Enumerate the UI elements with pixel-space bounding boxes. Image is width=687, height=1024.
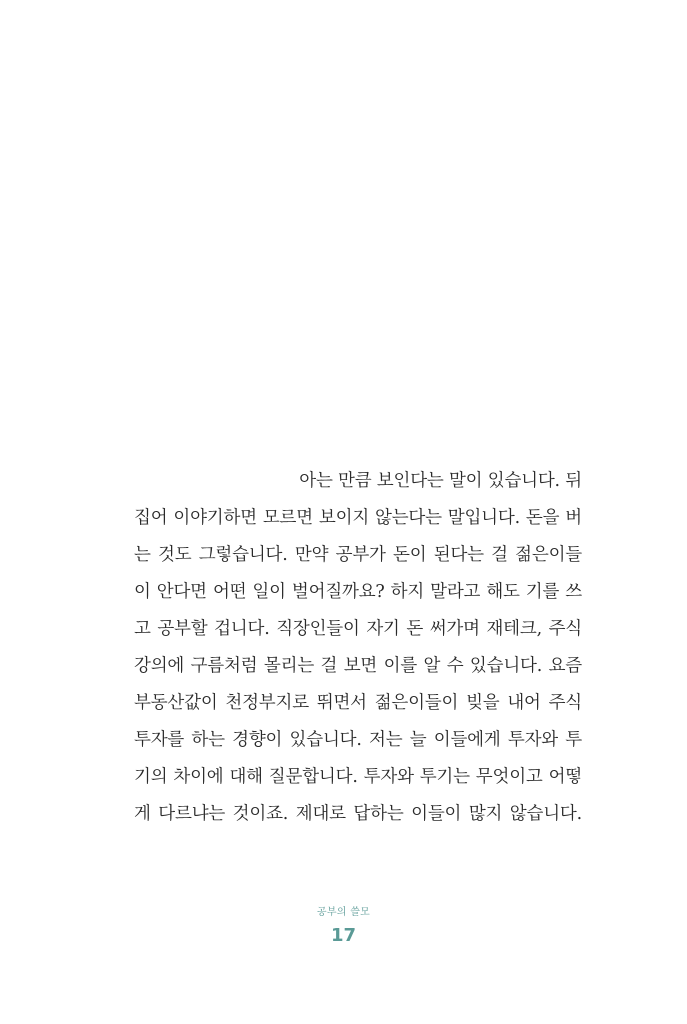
body-text — [134, 463, 582, 833]
body-line-1: 아는 만큼 보인다는 말이 있습니다. 뒤 — [299, 471, 582, 491]
body-line-8: 투자를 하는 경향이 있습니다. 저는 늘 이들에게 투자와 투 — [134, 730, 582, 750]
page-number: 17 — [330, 925, 357, 946]
body-line-7: 부동산값이 천정부지로 뛰면서 젊은이들이 빚을 내어 주식 — [134, 693, 582, 713]
body-line-10: 게 다르냐는 것이죠. 제대로 답하는 이들이 많지 않습니다. — [134, 804, 582, 824]
body-line-2: 집어 이야기하면 모르면 보이지 않는다는 말입니다. 돈을 버 — [134, 508, 582, 528]
body-line-6: 강의에 구름처럼 몰리는 걸 보면 이를 알 수 있습니다. 요즘 — [134, 656, 582, 676]
body-line-3: 는 것도 그렇습니다. 만약 공부가 돈이 된다는 걸 젊은이들 — [134, 545, 582, 565]
body-line-9: 기의 차이에 대해 질문합니다. 투자와 투기는 무엇이고 어떻 — [134, 767, 582, 787]
body-line-4: 이 안다면 어떤 일이 벌어질까요? 하지 말라고 해도 기를 쓰 — [134, 582, 582, 602]
body-line-5: 고 공부할 겁니다. 직장인들이 자기 돈 써가며 재테크, 주식 — [134, 619, 582, 639]
running-footer-title: 공부의 쓸모 — [316, 907, 371, 918]
